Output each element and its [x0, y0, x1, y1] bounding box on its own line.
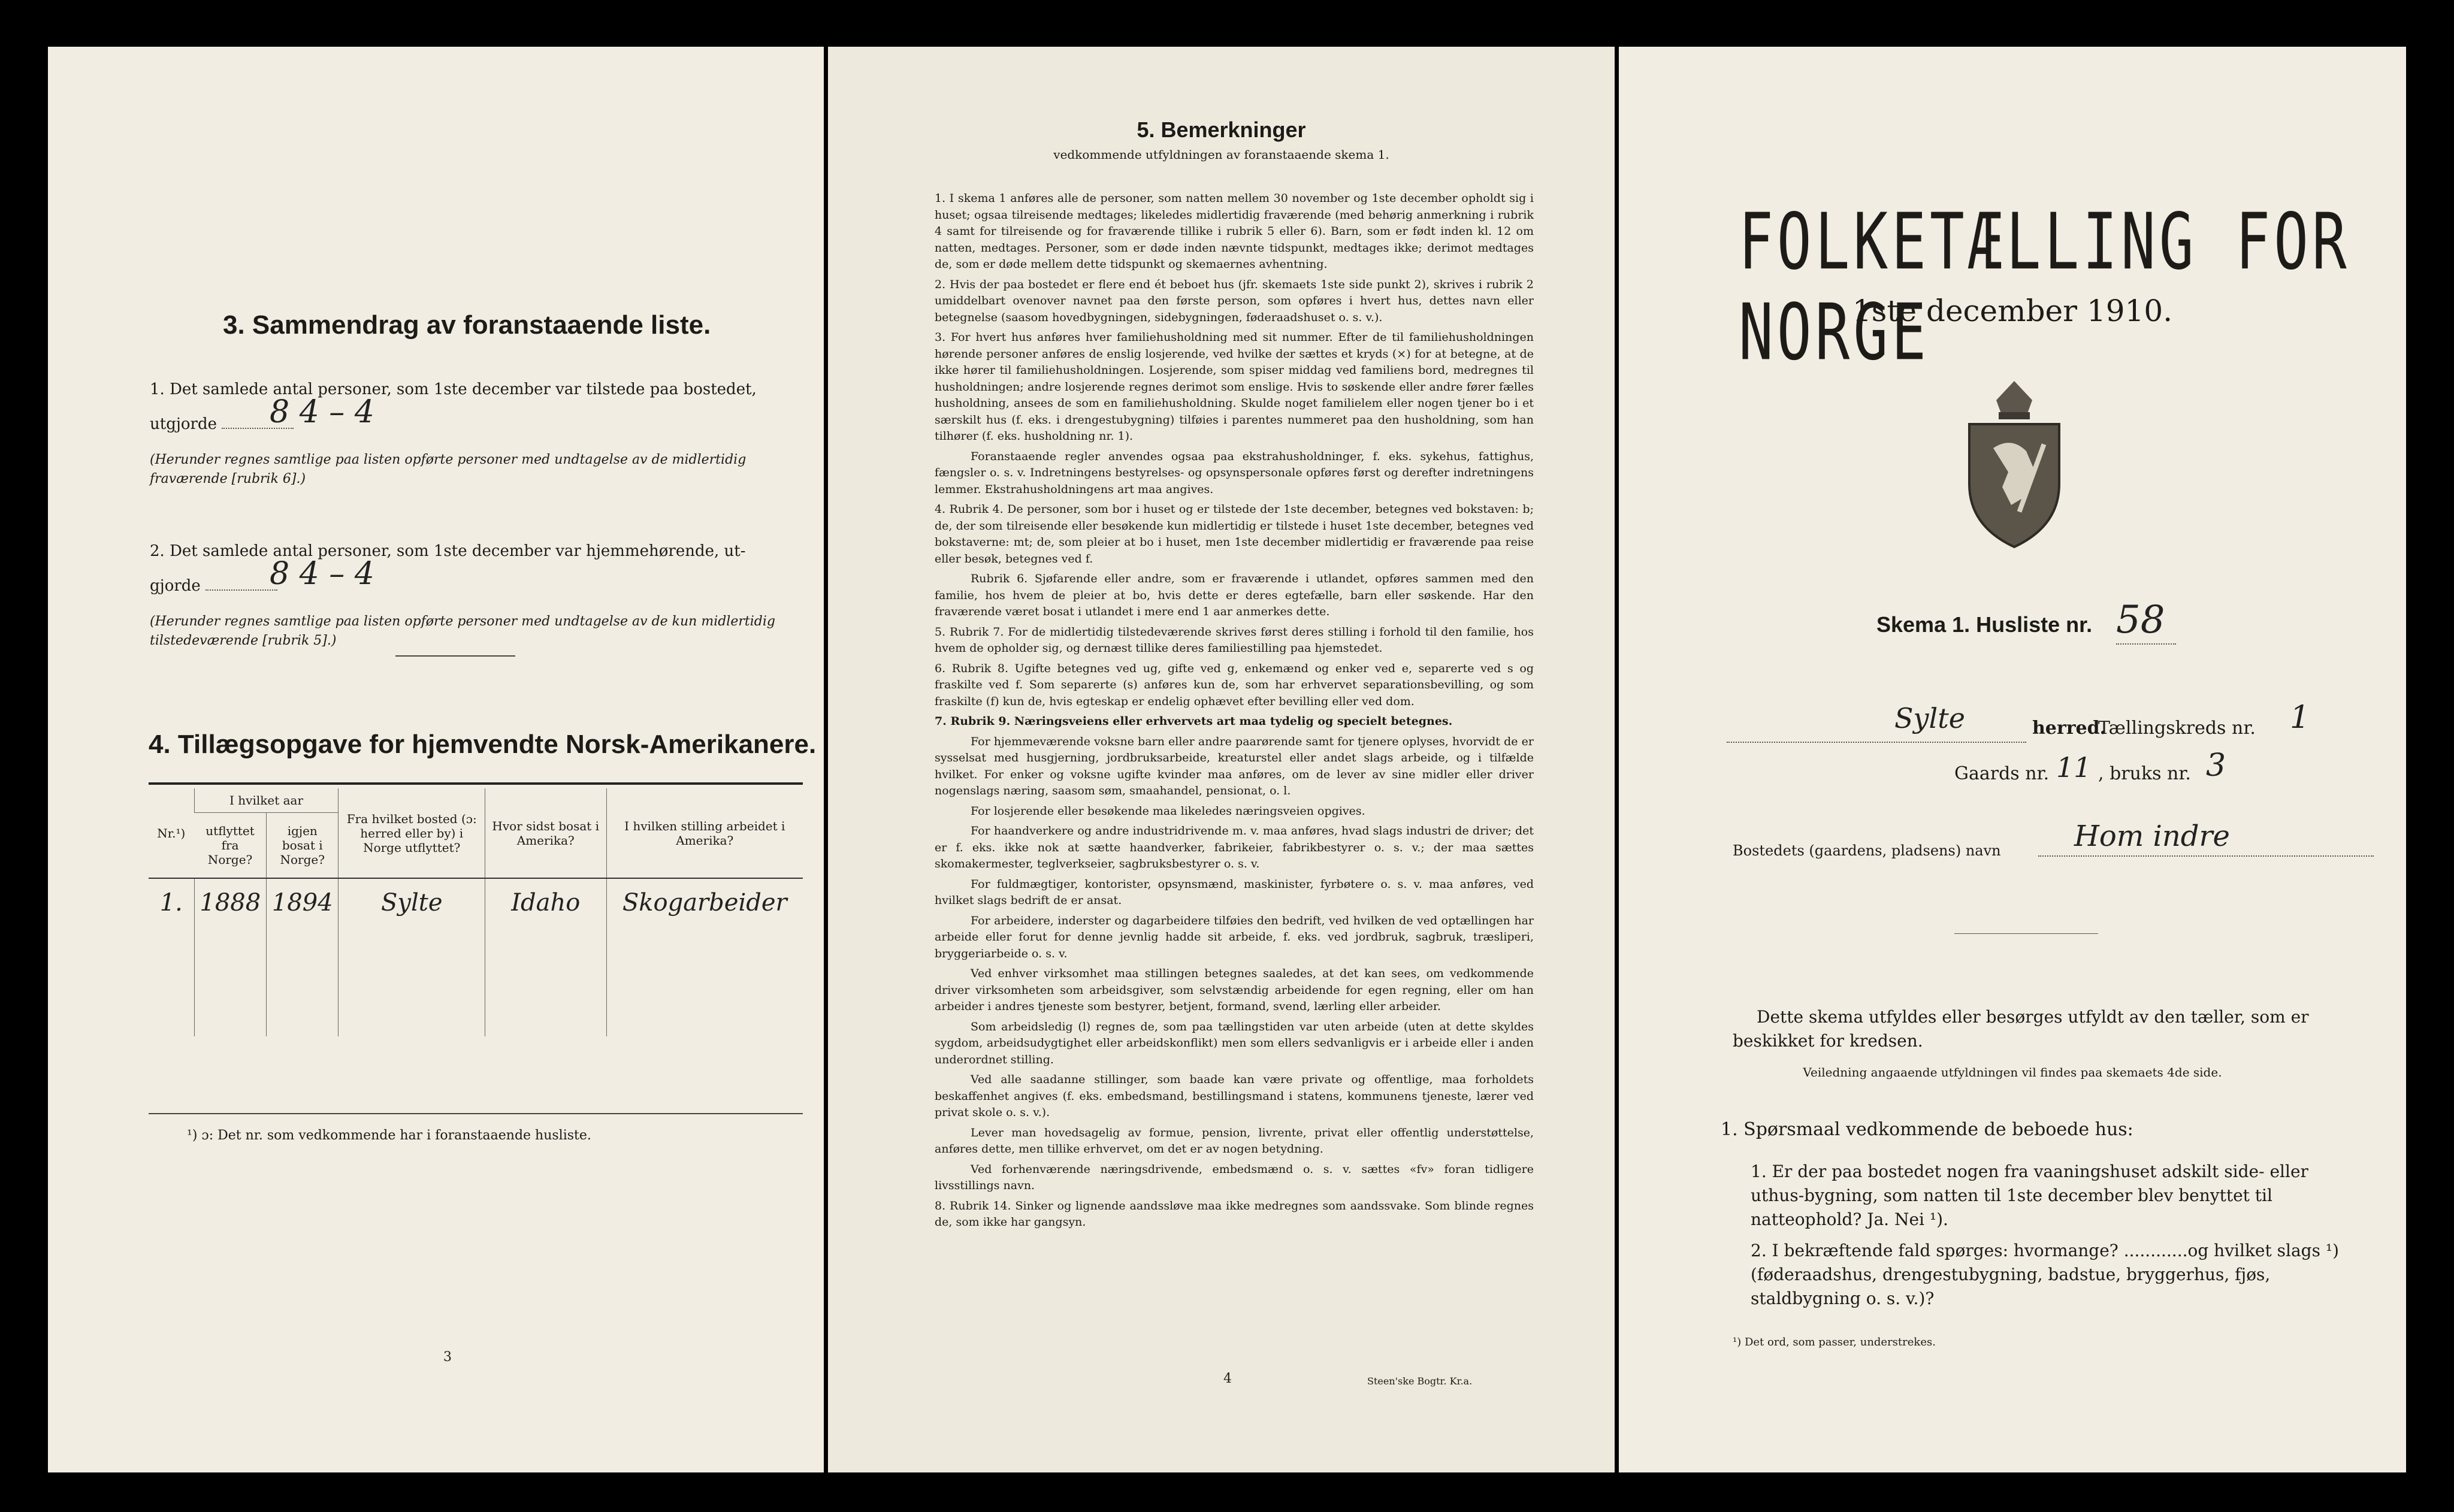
remark-4: 4. Rubrik 4. De personer, som bor i huset og er tilstede der 1ste december, betegnes ved bokstaven: b; de, der som tilreisende eller besøkende kun midlertidig er tilstede i huset 1ste december, betegnes ved bokstaverne: mt; de, som pleier at bo i huset, men 1ste december midlertidig er fraværende paa reise eller besøk, betegnes ved f. — [935, 503, 1534, 566]
remark-4b: Rubrik 6. Sjøfarende eller andre, som er fraværende i utlandet, opføres sammen med den familie, hos hvem de pleier at bo, hvis dette er deres egtefælle, barn eller søskende. Har den fraværende været bosat i utlandet i mere end 1 aar anmerkes dette. — [935, 572, 1534, 618]
page-number-3: 3 — [443, 1350, 452, 1365]
bruks-value: 3 — [2206, 748, 2226, 784]
bosted-field — [2038, 819, 2374, 857]
col-hvor: Hvor sidst bosat i Amerika? — [485, 788, 606, 878]
printer-credit: Steen'ske Bogtr. Kr.a. — [1367, 1375, 1473, 1387]
col-fra: Fra hvilket bosted (ɔ: herred eller by) i Norge utflyttet? — [339, 788, 485, 878]
col-nr: Nr.¹) — [157, 825, 186, 840]
norsk-amerikanere-table — [149, 788, 803, 1036]
item2-note: (Herunder regnes samtlige paa listen opførte personer med undtagelse av de kun midlertidig tilstedeværende [rubrik 5].) — [150, 614, 775, 648]
remark-7a: For hjemmeværende voksne barn eller andre paarørende samt for tjenere oplyses, hvorvidt de er sysselsat med husgjerning, jordbruksarbeide, kreaturstel eller andet slags arbeide, og i tilfælde hvilket. For enker og voksne ugifte kvinder maa anføres, om de lever av sine midler eller driver nogenslags næring, saasom søm, smaahandel, pensionat, o. l. — [935, 734, 1534, 797]
remark-7j: Ved forhenværende næringsdrivende, embedsmænd o. s. v. sættes «fv» foran tidligere livsstillings navn. — [935, 1162, 1534, 1192]
krets-value: 1 — [2290, 700, 2310, 736]
table-footnote: ¹) ɔ: Det nr. som vedkommende har i foranstaaende husliste. — [187, 1128, 591, 1143]
krets-label: Tællingskreds nr. — [2098, 718, 2256, 739]
section4-title: 4. Tillægsopgave for hjemvendte Norsk-Amerikanere. — [149, 730, 817, 759]
divider — [395, 655, 515, 657]
cell-fra: Sylte — [339, 878, 485, 926]
item1-text: 1. Det samlede antal personer, som 1ste december var tilstede paa bostedet, — [150, 380, 757, 398]
item2-text: 2. Det samlede antal personer, som 1ste december var hjemmehørende, ut- — [150, 542, 746, 560]
husliste-nr: 58 — [2116, 598, 2165, 642]
remark-6: 6. Rubrik 8. Ugifte betegnes ved ug, gifte ved g, enkemænd og enker ved e, separerte ved s og fraskilte ved f. Som separerte (s) anføres kun de, som har erhvervet separationsbevilling, og som fraskilte (f) kun de, hvis egteskap er endelig ophævet efter bevilling eller ved dom. — [935, 661, 1534, 708]
cover-footnote: ¹) Det ord, som passer, understrekes. — [1733, 1336, 1936, 1348]
remark-3: 3. For hvert hus anføres hver familiehusholdning med sit nummer. Efter de til familiehusholdningen hørende personer anføres de enslig losjerende, ved hvilke der sættes et kryds (×) for at betegne, at de ikke hører til familiehusholdningen. Losjerende, som spiser middag ved familiens bord, medregnes til husholdningen; andre losjerende regnes derimot som enslige. Hvis to søskende eller andre fører fælles husholdning, ansees de som en familiehusholdning. Skulde noget familielem eller nogen tjener bo i et særskilt hus (f. eks. i drengestubygning) tilføies i parentes nummeret paa den husholdning, som han tilhører (f. eks. husholdning nr. 1). — [935, 331, 1534, 443]
page-cover — [1619, 47, 2406, 1472]
remark-5: 5. Rubrik 7. For de midlertidig tilstedeværende skrives først deres stilling i forhold til den familie, hos hvem de opholder sig, og dernæst tillike deres familiestilling paa hjemstedet. — [935, 625, 1534, 655]
remark-7g: Som arbeidsledig (l) regnes de, som paa tællingstiden var uten arbeide (uten at dette skyldes sygdom, arbeidsudygtighet eller arbeidskonflikt) men som ellers sedvanligvis er i arbeide eller i anden underordnet stilling. — [935, 1020, 1534, 1066]
cell-hvor: Idaho — [485, 878, 606, 926]
item1-note: (Herunder regnes samtlige paa listen opførte personer med undtagelse av de midlertidig fraværende [rubrik 6].) — [150, 452, 747, 486]
remark-7c: For haandverkere og andre industridrivende m. v. maa anføres, hvad slags industri de driver; det er f. eks. ikke nok at sætte haandverker, fabrikeier, fabrikbestyrer o. s. v.; der maa sættes skomakermester, teglverkseier, sagbruksbestyrer o. s. v. — [935, 824, 1534, 870]
herred-label: herred. — [2032, 718, 2107, 739]
remark-7i: Lever man hovedsagelig av formue, pension, livrente, privat eller offentlig understøttelse, anføres dette, men tillike erhvervet, om det er av nogen betydning. — [935, 1126, 1534, 1156]
table-top-rule — [149, 782, 803, 785]
cell-nr: 1. — [159, 888, 183, 917]
remark-7e: For arbeidere, inderster og dagarbeidere tilføies den bedrift, ved hvilken de ved optællingen har arbeide eller forut for denne jevnlig hadde sit arbeide, f. eks. ved jordbruk, sagbruk, træsliperi, bryggeriarbeide o. s. v. — [935, 914, 1534, 960]
remark-7d: For fuldmægtiger, kontorister, opsynsmænd, maskinister, fyrbøtere o. s. v. maa anføres, ved hvilket slags bedrift de er ansat. — [935, 877, 1534, 907]
section3-title: 3. Sammendrag av foranstaaende liste. — [223, 310, 711, 340]
cell-utflyttet: 1888 — [194, 878, 266, 926]
summary-item-1 — [150, 377, 797, 489]
item2-utgjorde: gjorde — [150, 577, 201, 595]
herred-value: Sylte — [1894, 702, 1965, 734]
remark-8: 8. Rubrik 14. Sinker og lignende aandssløve maa ikke medregnes som aandssvake. Som blinde regnes de, som ikke har gangsyn. — [935, 1199, 1534, 1229]
remark-1: 1. I skema 1 anføres alle de personer, som natten mellem 30 november og 1ste december opholdt sig i huset; ogsaa tilreisende medtages; likeledes midlertidig fraværende (med behørig anmerkning i rubrik 4 samt for tilreisende og for fraværende tillike i rubrik 5 eller 6). Barn, som er født inden kl. 12 om natten, medtages. Personer, som er døde inden nævnte tidspunkt, medtages ikke; derimot medtages de, som er døde mellem dette tidspunkt og skemaernes avhentning. — [935, 192, 1534, 271]
remarks-subtitle: vedkommende utfyldningen av foranstaaende skema 1. — [1053, 147, 1389, 162]
item2-value: 8 4 – 4 — [270, 556, 374, 592]
table-row — [149, 878, 803, 926]
page-middle — [828, 47, 1615, 1472]
page-left — [48, 47, 824, 1472]
instruction-2: Veiledning angaaende utfyldningen vil findes paa skemaets 4de side. — [1803, 1065, 2222, 1079]
remark-2: 2. Hvis der paa bostedet er flere end ét beboet hus (jfr. skemaets 1ste side punkt 2), skrives i rubrik 2 umiddelbart ovenover navnet paa den første person, som opføres i hvert hus, dettes navn eller betegnelse (saasom hovedbygningen, sidebygningen, føderaadshuset o. s. v.). — [935, 277, 1534, 324]
bruks-label: , bruks nr. — [2098, 763, 2191, 784]
remarks-title: 5. Bemerkninger — [1137, 117, 1306, 142]
item2-dots — [205, 589, 277, 591]
col-igjen: igjen bosat i Norge? — [267, 812, 339, 878]
cell-igjen: 1894 — [267, 878, 339, 926]
skema-label: Skema 1. Husliste nr. — [1876, 612, 2093, 637]
census-date: 1ste december 1910. — [1852, 294, 2173, 328]
gaards-value: 11 — [2056, 751, 2092, 784]
remarks-list — [935, 190, 1534, 1235]
col-utflyttet: utflyttet fra Norge? — [205, 823, 255, 867]
remark-7f: Ved enhver virksomhet maa stillingen betegnes saaledes, at det kan sees, om vedkommende driver virksomheten som arbeidsgiver, som selvstændig arbeidende for egen regning, eller om han arbeider i andres tjeneste som bestyrer, betjent, formand, svend, lærling eller arbeider. — [935, 967, 1534, 1013]
item1-value: 8 4 – 4 — [270, 394, 374, 430]
col-year-group: I hvilket aar — [194, 788, 339, 812]
remark-3b: Foranstaaende regler anvendes ogsaa paa ekstrahusholdninger, f. eks. sykehus, fattighus, fængsler o. s. v. Indretningens bestyrelses- og opsynspersonale opføres først og derefter indretningens lemmer. Ekstrahusholdningens art maa angives. — [935, 449, 1534, 496]
ornament-divider — [1954, 933, 2098, 934]
page-number-4: 4 — [1223, 1371, 1232, 1386]
question-heading: 1. Spørsmaal vedkommende de beboede hus: — [1721, 1119, 2133, 1140]
remark-7: 7. Rubrik 9. Næringsveiens eller erhvervets art maa tydelig og specielt betegnes. — [935, 715, 1453, 728]
question-1: 1. Er der paa bostedet nogen fra vaaningshuset adskilt side- eller uthus-bygning, som natten til 1ste december blev benyttet til natteophold? Ja. Nei ¹). — [1751, 1162, 2308, 1229]
summary-item-2 — [150, 539, 797, 651]
bosted-label: Bostedets (gaardens, pladsens) navn — [1733, 842, 2001, 859]
remark-7h: Ved alle saadanne stillinger, som baade kan være private og offentlige, maa forholdets beskaffenhet angives (f. eks. embedsmand, bestillingsmand i statens, kommunens tjeneste, lærer ved privat skole o. s. v.). — [935, 1073, 1534, 1119]
table-bottom-rule — [149, 1113, 803, 1114]
cell-stilling: Skogarbeider — [606, 878, 803, 926]
remark-7b: For losjerende eller besøkende maa likeledes næringsveien opgives. — [971, 804, 1365, 818]
instruction-1: Dette skema utfyldes eller besørges utfyldt av den tæller, som er beskikket for kredsen. — [1733, 1007, 2309, 1051]
gaards-label: Gaards nr. — [1954, 763, 2050, 784]
herred-field — [1727, 702, 2026, 743]
bosted-value: Hom indre — [2074, 819, 2230, 853]
question-2: 2. I bekræftende fald spørges: hvormange? ............og hvilket slags ¹) (føderaadshus, drengestubygning, badstue, bryggerhus, fjøs, staldbygning o. s. v.)? — [1751, 1241, 2339, 1308]
col-stilling: I hvilken stilling arbeidet i Amerika? — [606, 788, 803, 878]
norway-coat-of-arms-icon — [1954, 376, 2074, 550]
item1-utgjorde: utgjorde — [150, 415, 217, 433]
census-title: FOLKETÆLLING FOR NORGE — [1739, 196, 2350, 378]
